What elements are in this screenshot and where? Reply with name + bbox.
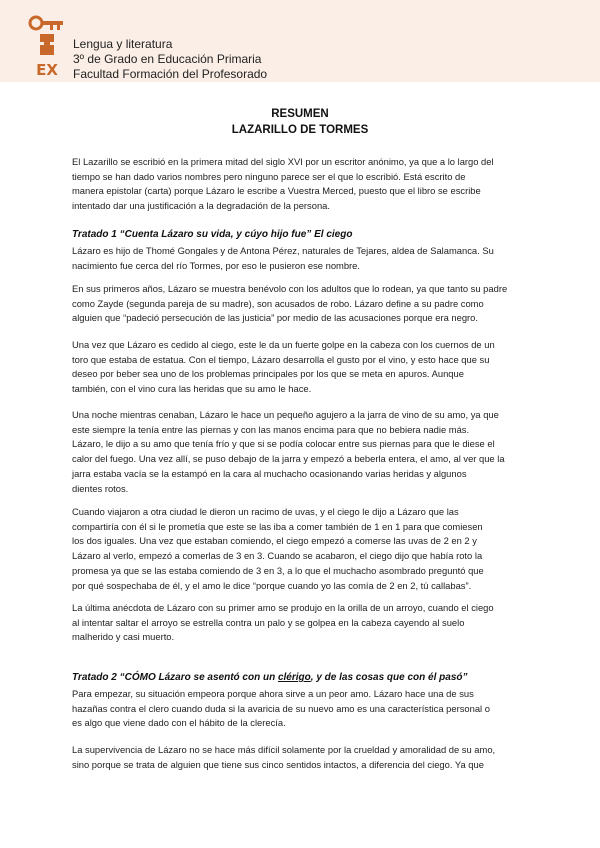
document-subtitle: LAZARILLO DE TORMES xyxy=(231,124,369,136)
header-text xyxy=(73,37,267,82)
header-line-grade: 3º de Grado en Educación Primaria xyxy=(73,52,262,66)
tratado2-paragraph-1: Para empezar, su situación empeora porque ahora sirve a un peor amo. Lázaro hace una de sus hazañas contra el clero cuando duda si la avaricia de su nuevo amo es una característica personal o es algo que viene dado con el hábito de la clerecía. xyxy=(72,688,490,729)
tratado1-paragraph-3: Una vez que Lázaro es cedido al ciego, este le da un fuerte golpe en la cabeza con los cuernos de un toro que estaba de estatua. Con el tiempo, Lázaro desarrolla el gusto por el vino, y esto hace que su deseo por beber sea uno de los problemas principales por los que se meta en apuros. Aunque también, con el vino cura las heridas que su amo le hace. xyxy=(72,339,495,395)
header-line-faculty: Facultad Formación del Profesorado xyxy=(73,67,268,81)
tratado2-paragraph-2: La supervivencia de Lázaro no se hace más difícil solamente por la crueldad y amoralidad de su amo, sino porque se trata de alguien que tiene sus cinco sentidos intactos, a diferencia del ciego. Ya que xyxy=(72,744,496,770)
tratado1-paragraph-2: En sus primeros años, Lázaro se muestra benévolo con los adultos que lo rodean, ya que tanto su padre como Zayde (segunda pareja de su madre), son acusados de robo. Lázaro define a su padre como alguien que “padeció persecución de las justicia” por medio de las acusaciones porque era negro. xyxy=(72,283,508,324)
intro-paragraph: El Lazarillo se escribió en la primera mitad del siglo XVI por un escritor anónimo, ya que a lo largo del tiempo se han dado varios nombres pero ninguno parece ser el que lo escribió. Está escrito de manera epistolar (carta) porque Lázaro le escribe a Vuestra Merced, puesto que el libro se escribe intentado dar una justificación a la degradación de la persona. xyxy=(72,156,494,212)
tratado1-paragraph-5: Cuando viajaron a otra ciudad le dieron un racimo de uvas, y el ciego le dijo a Lázaro que las compartiría con él si le prometía que este se las iba a comer también de 1 en 1 para que comiesen los dos iguales. Una vez que estaban comiendo, el ciego empezó a comerse las uvas de 2 en 2 y Lázaro al verlo, empezó a comerlas de 3 en 3. Cuando se acabaron, el ciego dijo que había roto la promesa ya que se las estaba comiendo de 3 en 3, a lo que el muchacho asombrado preguntó que por qué sospechaba de él, y el amo le dice “porque cuando yo las comía de 2 en 2, tú callabas”. xyxy=(72,506,484,591)
tratado1-heading: Tratado 1 “Cuenta Lázaro su vida, y cúyo hijo fue” El ciego xyxy=(72,229,353,240)
tratado1-paragraph-6: La última anécdota de Lázaro con su primer amo se produjo en la orilla de un arroyo, cuando el ciego al intentar saltar el arroyo se estrella contra un palo y se golpea en la cabeza cayendo al suelo malherido y casi muerto. xyxy=(72,602,494,643)
header-line-subject: Lengua y literatura xyxy=(73,37,173,51)
document-title: RESUMEN xyxy=(271,108,329,120)
tratado2-heading: Tratado 2 “CÓMO Lázaro se asentó con un clérigo, y de las cosas que con él pasó” xyxy=(72,672,468,683)
university-logo xyxy=(28,14,66,80)
underlined-word: clérigo xyxy=(277,672,311,683)
tratado1-paragraph-4: Una noche mientras cenaban, Lázaro le hace un pequeño agujero a la jarra de vino de su amo, ya que este siempre la tenía entre las piernas y con las manos encima para que no bebiera nadie más. Lázaro, le dijo a su amo que tenía frío y que si se podía colocar entre sus piernas para que le diese el calor del fuego. Una vez allí, se puso debajo de la jarra y empezó a beberla entera, el amo, al ver que la jarra estaba vacía se la estampó en la cara al muchacho ocasionando varias heridas y algunos dientes rotos. xyxy=(72,409,505,494)
tratado1-paragraph-1: Lázaro es hijo de Thomé Gongales y de Antona Pérez, naturales de Tejares, aldea de Salamanca. Su nacimiento fue cerca del río Tormes, por eso le pusieron ese nombre. xyxy=(72,245,494,271)
logo-text: EX xyxy=(36,61,58,79)
